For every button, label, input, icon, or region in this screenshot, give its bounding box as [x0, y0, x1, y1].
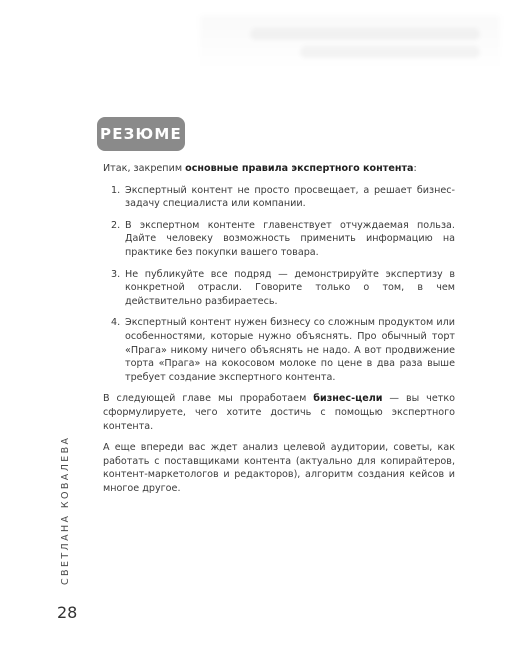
intro-bold: основные правила экспертного контента: [185, 163, 414, 174]
closing-paragraph: А еще впереди вас ждет анализ целевой аудитории, советы, как работать с поставщиками контента (актуально для копирайтеров, контент-маркетологов и редакторов), алгоритм создания кейсов и многое другое.: [103, 442, 455, 494]
list-item-number: 2.: [111, 219, 121, 231]
list-item-text: Не публикуйте все подряд — демонстрируйте экспертизу в конкретной отрасли. Говорите только о том, в чем действительно разбираетесь.: [125, 268, 455, 307]
next-chapter-bold: бизнес-цели: [313, 393, 383, 405]
list-item: [103, 268, 455, 309]
bleed-through-line: [300, 46, 480, 58]
next-chapter-suffix: — вы четко сформулируете, чего хотите достичь с помощью экспертного контента.: [103, 393, 456, 432]
summary-badge: РЕЗЮМЕ: [97, 117, 185, 151]
intro-prefix: Итак, закрепим: [103, 163, 186, 174]
list-item: [103, 184, 455, 211]
list-item-number: 4.: [111, 317, 121, 329]
page-number: 28: [57, 603, 78, 622]
intro-paragraph: [103, 162, 455, 176]
page-content: [103, 162, 455, 503]
list-item-text: Экспертный контент нужен бизнесу со сложным продуктом или особенностями, которые нужно объяснять. Про обычный торт «Прага» никому ничего объяснять не надо. А вот продвижение торта «Прага» на кокосовом молоке по цене в два раза выше требует создание экспертного контента.: [125, 317, 455, 383]
bleed-through-line: [250, 28, 480, 40]
list-item-text: Экспертный контент не просто просвещает, а решает бизнес-задачу специалиста или компании.: [125, 184, 455, 210]
list-item-text: В экспертном контенте главенствует отчуждаемая польза. Дайте человеку возможность применить информацию на практике без покупки вашего товара.: [125, 219, 455, 258]
author-name: СВЕТЛАНА КОВАЛЕВА: [60, 435, 71, 585]
rules-list: [103, 184, 455, 385]
bleed-through-shadow: [200, 16, 500, 70]
list-item: [103, 219, 455, 260]
list-item-number: 1.: [111, 184, 121, 196]
intro-suffix: :: [413, 163, 417, 174]
next-chapter-prefix: В следующей главе мы проработаем: [103, 393, 314, 405]
list-item: [103, 316, 455, 384]
list-item-number: 3.: [111, 268, 121, 280]
next-chapter-paragraph: [103, 392, 455, 433]
